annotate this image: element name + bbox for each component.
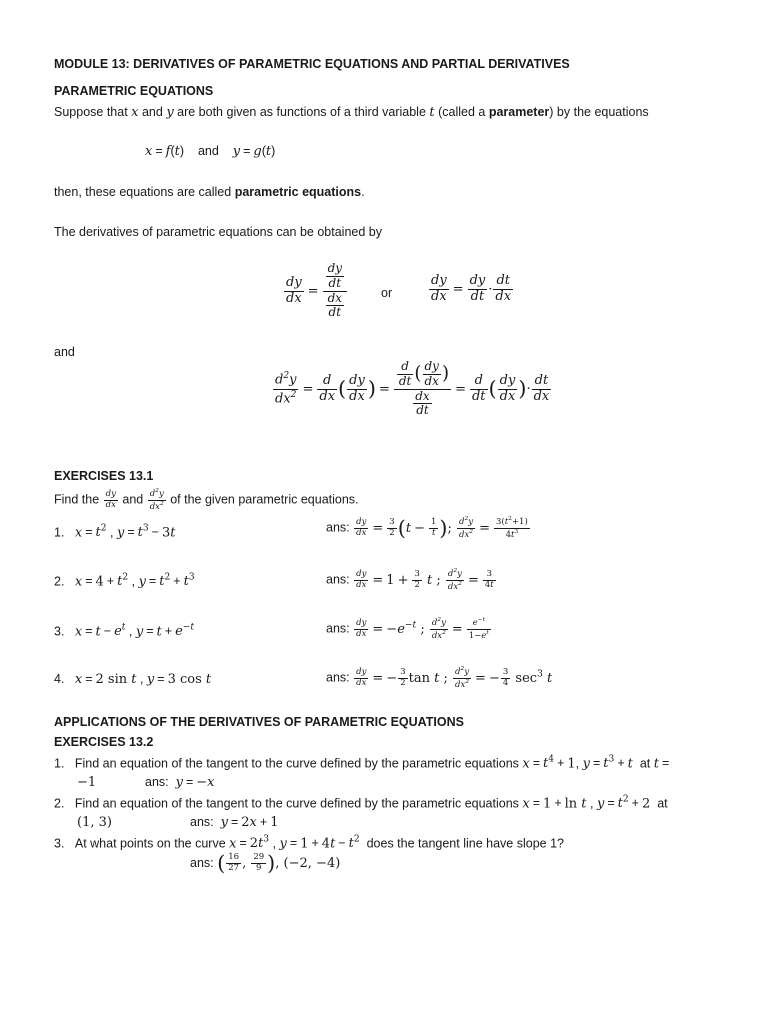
application-item-continued: −1 (77, 775, 97, 790)
application-item: 1. Find an equation of the tangent to the curve defined by the parametric equations $x = t^4 + 1$, $y = t^3 + t$ at t = (54, 755, 670, 772)
and-label: and (54, 345, 75, 359)
first-derivative-formula: $\frac{dy}{dx}$ = $\frac{\frac{dy}{dt}}{\frac{dx}{dt}}$ (283, 262, 348, 320)
application-answer: ans: ( $\frac{16}{27}$ , $\frac{29}{9}$ ), (−2, −4) (190, 851, 341, 875)
exercise-item: 2. $x = 4 + t^2$ , $y = t^2 + t^3$ (54, 573, 195, 590)
derivative-intro-sentence: The derivatives of parametric equations can be obtained by (54, 225, 382, 239)
exercise-answer: ans: $\frac{dy}{dx}$ = $\frac{3}{2}$ (t − $\frac{1}{t}$ ); $\frac{d^2y}{dx^2}$ = $\frac{3(t^2+1)}{4t^3}$ (326, 515, 528, 540)
module-title: MODULE 13: DERIVATIVES OF PARAMETRIC EQUATIONS AND PARTIAL DERIVATIVES (54, 57, 570, 71)
parametric-definition-equation: x = f(t) and y = g(t) (145, 144, 276, 159)
exercise-answer: ans: $\frac{dy}{dx}$ = 1 + $\frac{3}{2}$ t ; $\frac{d^2y}{dx^2}$ = $\frac{3}{4t}$ (326, 567, 494, 592)
second-derivative-formula: $\frac{d^2y}{dx^2}$ = $\frac{d}{dx}$ ( $\frac{dy}{dx}$ ) = $\frac{d}{dt}$ ( $\frac{dy}{dx}$ ) $\frac{dx}{dt}$ = $\frac{d}{dt}$ ( $\frac{dy}{dx}$ )· $\frac{dt}{dx}$ (275, 359, 550, 418)
application-answer: ans: y = −x (145, 775, 215, 790)
application-answer: ans: y = 2x + 1 (190, 815, 279, 830)
exercise-item: 3. $x = t - e^t$ , $y = t + e^{-t}$ (54, 623, 195, 640)
exercises-heading: EXERCISES 13.2 (54, 735, 154, 749)
exercise-answer: ans: $\frac{dy}{dx}$ = $-e^{-t}$ ; $\frac{d^2y}{dx^2}$ = $\frac{e^{-t}}{1-e^t}$ (326, 616, 489, 641)
application-item-continued: (1, 3) (77, 815, 112, 830)
definition-sentence: then, these equations are called parametric equations. (54, 185, 365, 199)
or-label: or (381, 286, 393, 300)
application-item: 3. At what points on the curve $x = 2t^3$ , $y = 1 + 4t - t^2$ does the tangent line have slope 1? (54, 835, 564, 852)
exercises-heading: EXERCISES 13.1 (54, 469, 154, 483)
applications-heading: APPLICATIONS OF THE DERIVATIVES OF PARAMETRIC EQUATIONS (54, 715, 464, 729)
exercise-answer: ans: $\frac{dy}{dx}$ = − $\frac{3}{2}$ tan t ; $\frac{d^2y}{dx^2}$ = − $\frac{3}{4}$ $\sec^3 t$ (326, 665, 553, 690)
intro-paragraph: Suppose that x and y are both given as functions of a third variable t (called a parameter) by the equations (54, 105, 649, 120)
application-item: 2. Find an equation of the tangent to the curve defined by the parametric equations x = 1 + ln t , $y = t^2 + 2$ at (54, 795, 668, 812)
exercises-instruction: Find the $\frac{dy}{dx}$ and $\frac{d^2y}{dx^2}$ of the given parametric equations. (54, 487, 359, 512)
exercise-item: 4. x = 2 sin t , y = 3 cos t (54, 672, 212, 687)
section-heading: PARAMETRIC EQUATIONS (54, 84, 214, 98)
exercise-item: 1. $x = t^2$ , $y = t^3 - 3t$ (54, 524, 176, 541)
chain-rule-formula: $\frac{dy}{dx}$ = $\frac{dy}{dt}$ · $\frac{dt}{dx}$ (431, 273, 512, 304)
